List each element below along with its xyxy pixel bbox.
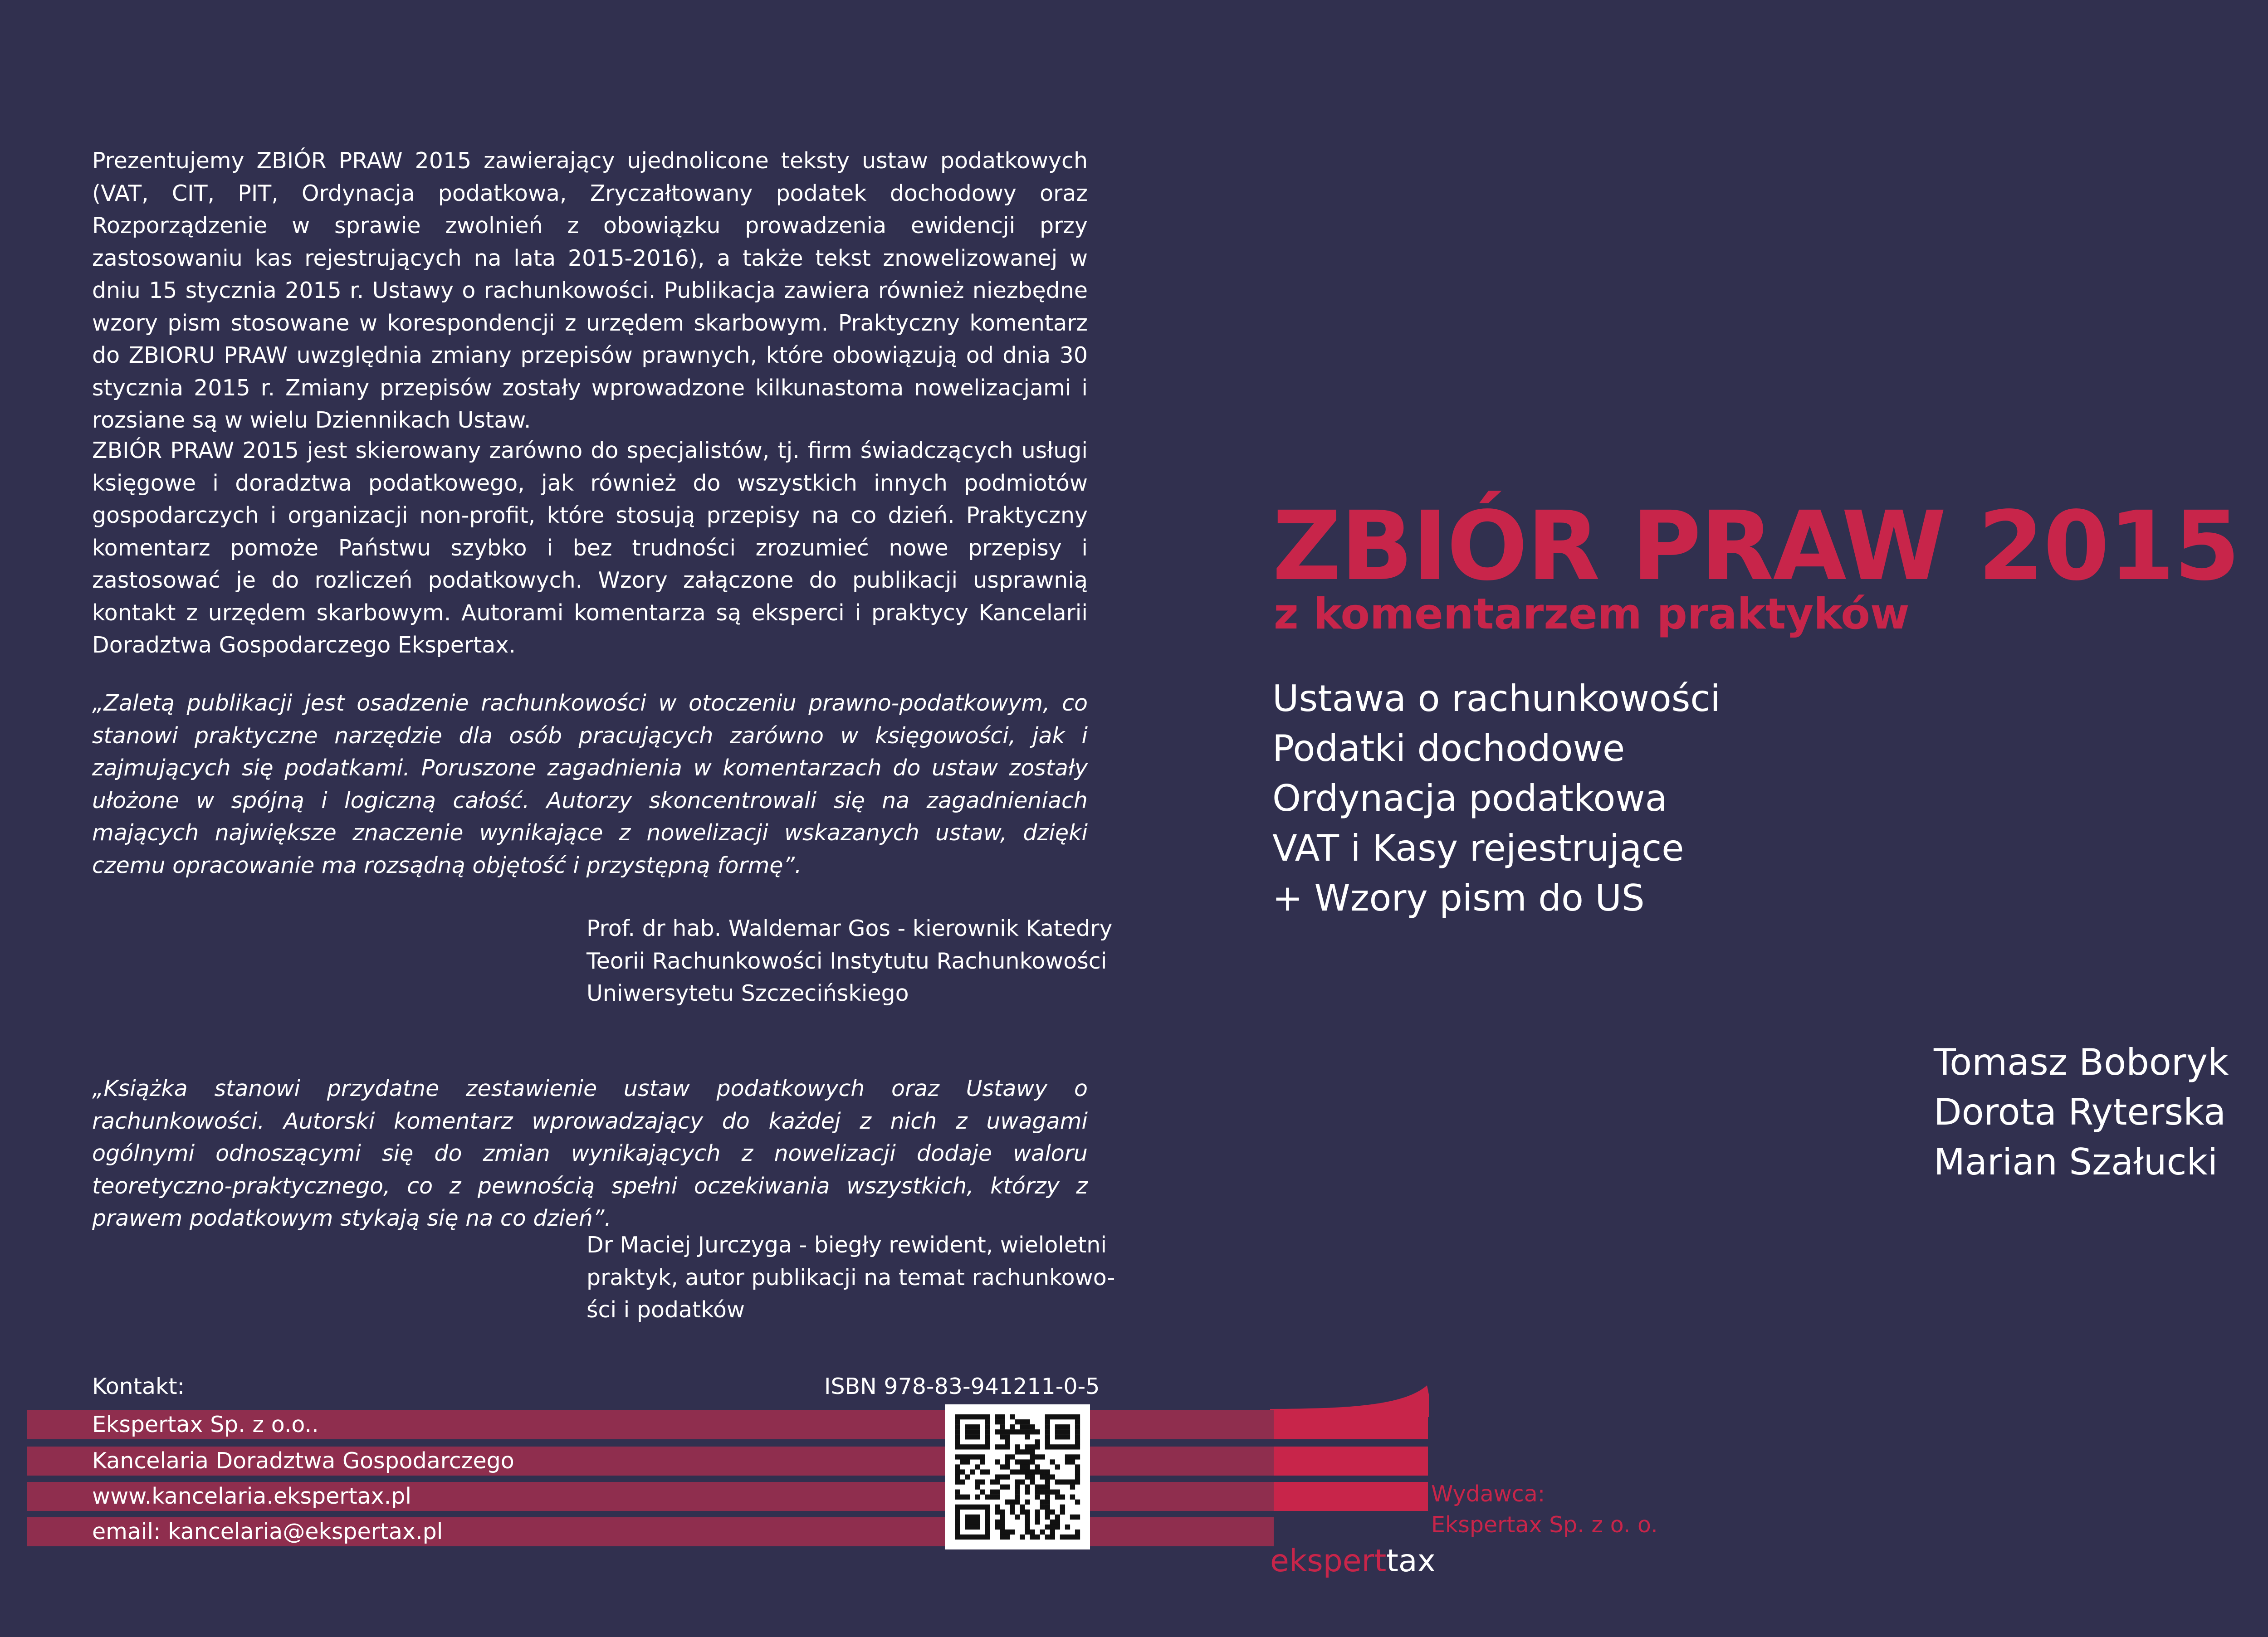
topic-item: Podatki dochodowe — [1272, 727, 1625, 770]
stripe-accent — [1274, 1447, 1428, 1476]
contact-website: www.kancelaria.ekspertax.pl — [92, 1483, 411, 1509]
author-name: Marian Szałucki — [1934, 1141, 2218, 1183]
qr-code-icon — [945, 1404, 1090, 1549]
contact-office: Kancelaria Doradztwa Gospodarczego — [92, 1448, 514, 1474]
quote-1-attribution — [587, 912, 1113, 1010]
logo-part-ekspert: ekspert — [1270, 1543, 1387, 1579]
topics-list — [1272, 674, 1721, 923]
publisher-label: Wydawca: — [1431, 1481, 1545, 1507]
publisher-name: Ekspertax Sp. z o. o. — [1431, 1512, 1658, 1538]
author-name: Tomasz Boboryk — [1934, 1041, 2229, 1083]
attribution-line: praktyk, autor publikacji na temat rachunkowo- — [587, 1264, 1115, 1291]
quote-2-attribution — [587, 1229, 1115, 1326]
topic-item: Ordynacja podatkowa — [1272, 777, 1667, 819]
stripe-accent — [1274, 1410, 1428, 1439]
publisher-block — [1431, 1479, 1658, 1540]
attribution-line: Prof. dr hab. Waldemar Gos - kierownik Katedry — [587, 916, 1113, 941]
authors-list — [1934, 1038, 2229, 1187]
quote-waldemar-gos: „Zaletą publikacji jest osadzenie rachunkowości w otoczeniu prawno-podatkowym, co stanowi praktyczne narzędzie dla osób pracujących zarówno w księgowości, jak i zajmujących się podatkami. Poruszone zagadnienia w komentarzach do ustaw zostały ułożone w spójną i logiczną całość. Autorzy skoncentrowali się na zagadnieniach mających największe znaczenie wynikające z nowelizacji wskazanych ustaw, dzięki czemu opracowanie ma rozsądną objętość i przystępną formę”. — [92, 690, 1088, 878]
qr-code — [945, 1404, 1090, 1549]
attribution-line: Teorii Rachunkowości Instytutu Rachunkowości — [587, 948, 1107, 974]
intro-paragraph: Prezentujemy ZBIÓR PRAW 2015 zawierający ujednolicone teksty ustaw podatkowych (VAT, CIT, PIT, Ordynacja podatkowa, Zryczałtowany podatek dochodowy oraz Rozporządzenie w sprawie zwolnień z obowiązku prowadzenia ewidencji przy zastosowaniu kas rejestrujących na lata 2015-2016), a także tekst znowelizowanej w dniu 15 stycznia 2015 r. Ustawy o rachunkowości. Publikacja zawiera również niezbędne wzory pism stosowane w korespondencji z urzędem skarbowym. Praktyczny komentarz do ZBIORU PRAW uwzględnia zmiany przepisów prawnych, które obowiązują od dnia 30 stycznia 2015 r. Zmiany przepisów zostały wprowadzone kilkunastoma nowelizacjami i rozsiane są w wielu Dziennikach Ustaw. — [92, 148, 1088, 433]
ekspertax-logo — [1270, 1541, 1436, 1582]
audience-paragraph: ZBIÓR PRAW 2015 jest skierowany zarówno do specjalistów, tj. firm świadczących usługi księgowe i doradztwa podatkowego, jak również do wszystkich innych podmiotów gospodarczych i organizacji non-profit, które stosują przepisy na co dzień. Praktyczny komentarz pomoże Państwu szybko i bez trudności zrozumieć nowe przepisy i zastosować je do rozliczeń podatkowych. Wzory załączone do publikacji usprawnią kontakt z urzędem skarbowym. Autorami komentarza są eksperci i praktycy Kancelarii Doradztwa Gospodarczego Ekspertax. — [92, 438, 1088, 658]
stripe-accent — [1274, 1482, 1428, 1511]
contact-email: email: kancelaria@ekspertax.pl — [92, 1519, 443, 1544]
author-name: Dorota Ryterska — [1934, 1091, 2226, 1133]
attribution-line: Uniwersytetu Szczecińskiego — [587, 980, 909, 1006]
attribution-line: ści i podatków — [587, 1297, 745, 1323]
book-subtitle: z komentarzem praktyków — [1274, 590, 1910, 639]
attribution-line: Dr Maciej Jurczyga - biegły rewident, wieloletni — [587, 1232, 1107, 1258]
topic-item: + Wzory pism do US — [1272, 877, 1645, 919]
contact-label: Kontakt: — [92, 1374, 185, 1399]
quote-maciej-jurczyga: „Książka stanowi przydatne zestawienie ustaw podatkowych oraz Ustawy o rachunkowości. Autorski komentarz wprowadzający do każdej z nich z uwagami ogólnymi odnoszącymi się do zmian wynikających z nowelizacji dodaje waloru teoretyczno-praktycznego, co z pewnością spełni oczekiwania wszystkich, którzy z prawem podatkowym stykają się na co dzień”. — [92, 1076, 1088, 1231]
logo-part-tax: tax — [1386, 1543, 1436, 1579]
contact-company: Ekspertax Sp. z o.o.. — [92, 1412, 319, 1437]
book-title: ZBIÓR PRAW 2015 — [1272, 491, 2239, 602]
topic-item: VAT i Kasy rejestrujące — [1272, 827, 1684, 869]
topic-item: Ustawa o rachunkowości — [1272, 677, 1721, 720]
isbn-number: ISBN 978-83-941211-0-5 — [824, 1374, 1100, 1399]
